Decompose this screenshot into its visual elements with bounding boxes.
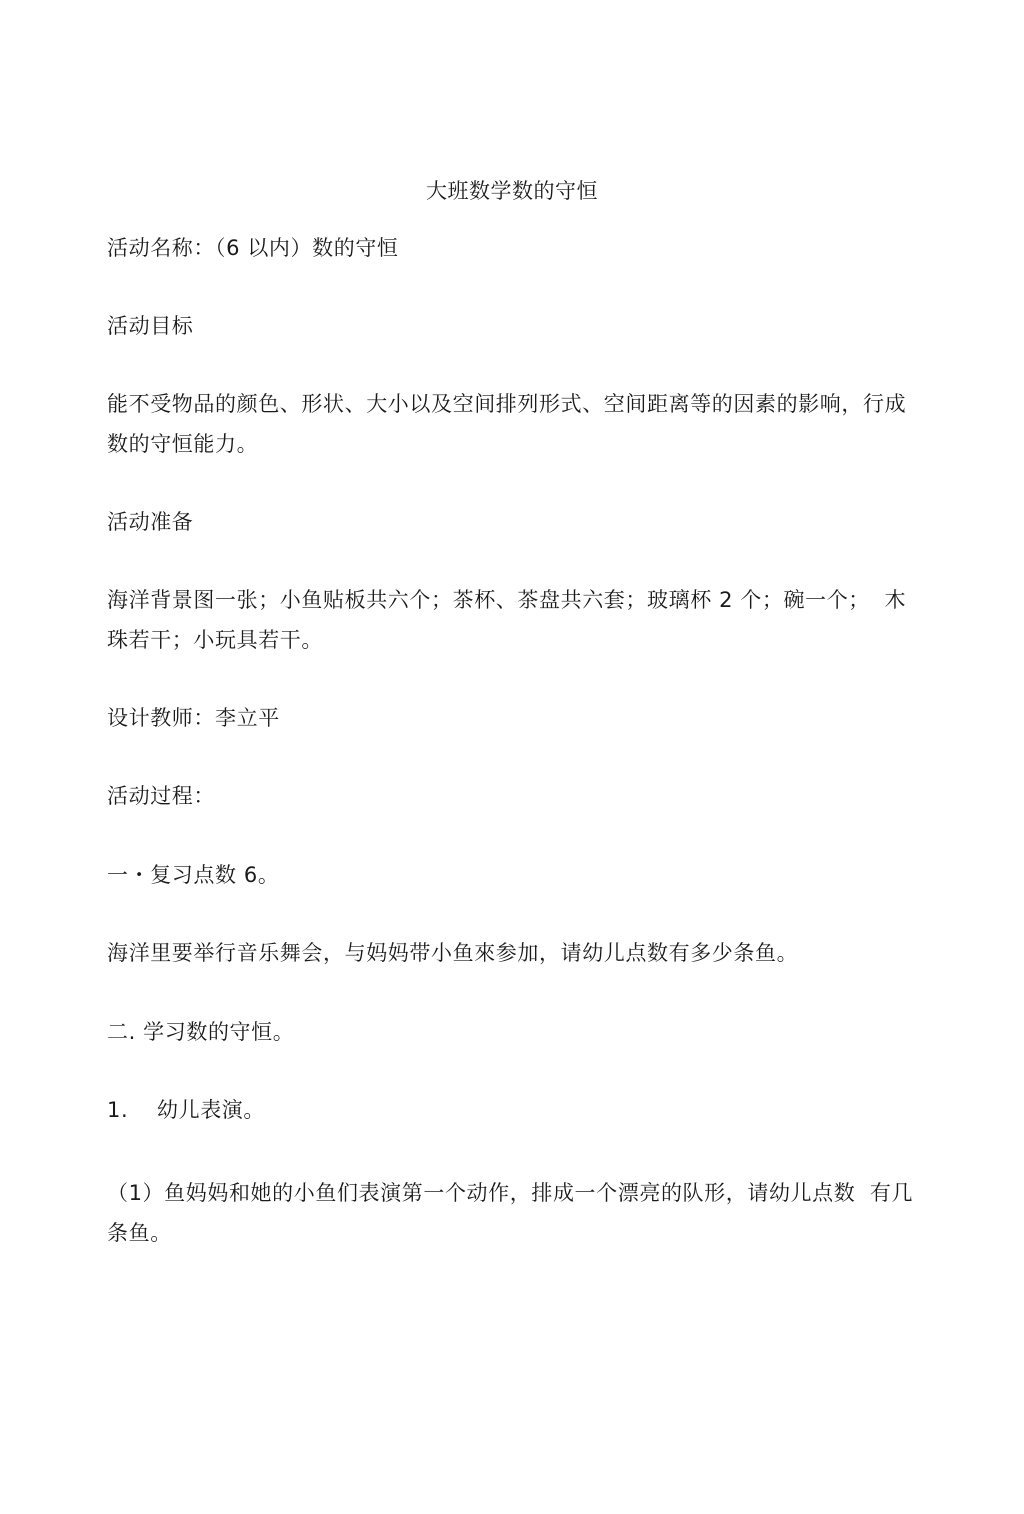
goal-text: 能不受物品的颜色、形状、大小以及空间排列形式、空间距离等的因素的影响，行成数的守恒能力。 bbox=[107, 392, 907, 456]
item1-number: 1. bbox=[107, 1098, 129, 1122]
section2-heading: 二. 学习数的守恒。 bbox=[107, 1020, 295, 1044]
goal-heading: 活动目标 bbox=[107, 314, 194, 338]
prep-text: 海洋背景图一张；小鱼贴板共六个；茶杯、茶盘共六套；玻璃杯 2 个；碗一个； 木珠若干；小玩具若干。 bbox=[107, 588, 907, 652]
item1 bbox=[107, 1090, 917, 1130]
section1-text: 海洋里要举行音乐舞会，与妈妈带小鱼來参加，请幼儿点数有多少条鱼。 bbox=[107, 941, 799, 965]
section1-heading: 一・复习点数 6。 bbox=[107, 863, 280, 887]
document-title: 大班数学数的守恒 bbox=[426, 179, 598, 203]
process-heading: 活动过程： bbox=[107, 784, 215, 808]
activity-name: 活动名称：（6 以内）数的守恒 bbox=[107, 236, 399, 260]
item1-text: 幼儿表演。 bbox=[157, 1098, 265, 1122]
prep-heading: 活动准备 bbox=[107, 510, 194, 534]
sub-item1-text: （1）鱼妈妈和她的小鱼们表演第一个动作，排成一个漂亮的队形，请幼儿点数 有几条鱼。 bbox=[107, 1181, 914, 1245]
designer-line: 设计教师：李立平 bbox=[107, 706, 280, 730]
